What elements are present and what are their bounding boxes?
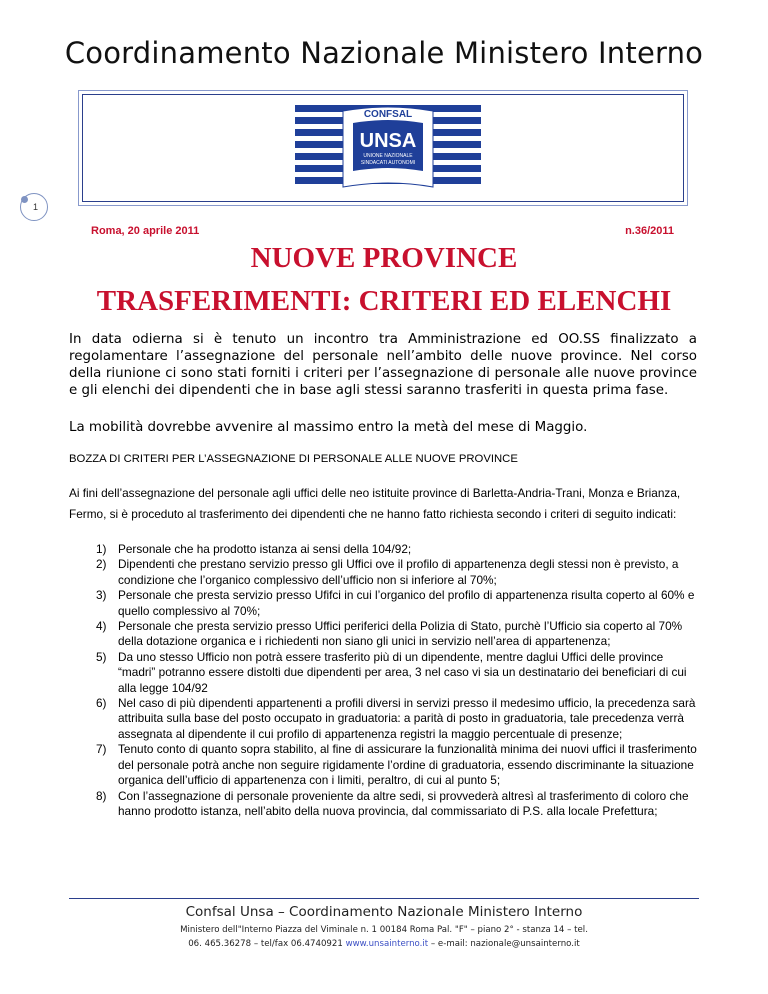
intro-paragraph: In data odierna si è tenuto un incontro tra Amministrazione ed OO.SS finalizzato a regolamentare l’assegnazione del personale nell’ambito delle nuove province. Nel corso della riunione ci sono stati forniti i criteri per l’assegnazione di personale alle nuove province e gli elenchi dei dipendenti che in base agli stessi saranno trasferiti in questa prima fase. [69, 332, 697, 398]
list-item-text: Personale che presta servizio presso Ufifci in cui l’organico del profilo di appartenenza risulta coperto al 60% e quello complessivo al 70%; [118, 588, 695, 618]
logo-sub-text-2: SINDACATI AUTONOMI [360, 160, 416, 166]
list-item [96, 619, 700, 650]
logo-graphic [293, 101, 483, 195]
logo-top-text: CONFSAL [363, 109, 413, 120]
list-item-text: Nel caso di più dipendenti appartenenti a profili diversi in servizi presso il medesimo ufficio, la precedenza sarà attribuita sulla base del posto occupato in graduatoria: a parità di posto in graduatoria, tale precedenza verrà assegnata al dipendente il cui profilo di appartenenza registri la maggio percentuale di presenze; [118, 696, 696, 741]
list-item-text: Personale che presta servizio presso Uffici periferici della Polizia di Stato, purchè l’Ufficio sia coperto al 70% della dotazione organica e i richiedenti non siano gli unici in servizio nell’area di appartenenza; [118, 619, 683, 649]
footer-title: Confsal Unsa – Coordinamento Nazionale Ministero Interno [185, 904, 583, 920]
footer-contacts [0, 939, 768, 949]
list-item-number: 2) [96, 557, 107, 572]
list-item [96, 789, 700, 820]
list-item-text: Dipendenti che prestano servizio presso gli Uffici ove il profilo di appartenenza degli stessi non è previsto, a condizione che l’organico complessivo dell’ufficio non si inferiore al 70%; [118, 557, 679, 587]
list-item-number: 8) [96, 788, 107, 803]
footer-website-link[interactable]: www.unsainterno.it [345, 939, 429, 949]
list-item [96, 557, 700, 588]
list-item [96, 542, 700, 557]
list-item-text: Con l’assegnazione di personale proveniente da altre sedi, si provvederà altresì al trasferimento di coloro che hanno prodotto istanza, nell’abito della nuova provincia, dal commissariato di P.S. alla locale Prefettura; [118, 788, 689, 818]
list-item-number: 6) [96, 696, 107, 711]
document-header-title: Coordinamento Nazionale Ministero Interno [64, 36, 704, 70]
page-number: 1 [33, 202, 39, 212]
criteria-list [96, 542, 700, 819]
list-item-text: Da uno stesso Ufficio non potrà essere trasferito più di un dipendente, mentre daglui Uffici delle province “madri” potranno essere distolti due dipendenti per area, 3 nel caso vi sia un destinatario dei beneficiari di cui alla legge 104/92 [118, 649, 687, 695]
footer-address: Ministero dell"Interno Piazza del Viminale n. 1 00184 Roma Pal. "F" – piano 2° - stanza 14 – tel. [180, 925, 588, 935]
list-item-text: Tenuto conto di quanto sopra stabilito, al fine di assicurare la funzionalità minima dei nuovi uffici il trasferimento del personale potrà anche non seguire rigidamente l’ordine di graduatoria, essendo discriminante la situazione organica dell’ufficio di appartenenza con i limiti, peraltro, di cui al punto 5; [118, 742, 697, 788]
main-title: NUOVE PROVINCE [250, 242, 518, 274]
page-badge-dot [21, 196, 28, 203]
list-item-number: 4) [96, 619, 107, 634]
list-item [96, 696, 700, 742]
list-item-number: 7) [96, 742, 107, 757]
document-number: n.36/2011 [625, 225, 674, 237]
list-item-number: 3) [96, 588, 107, 603]
footer-phone: 06. 465.36278 – tel/fax 06.4740921 [188, 939, 346, 949]
list-item-number: 1) [96, 542, 107, 556]
logo-banner [82, 94, 684, 202]
list-item-number: 5) [96, 649, 107, 664]
intro-paragraph-2: La mobilità dovrebbe avvenire al massimo entro la metà del mese di Maggio. [69, 420, 588, 435]
document-date: Roma, 20 aprile 2011 [91, 225, 200, 237]
confsal-unsa-logo [293, 101, 483, 195]
list-item [96, 588, 700, 619]
criteria-intro-paragraph: Ai fini dell’assegnazione del personale agli uffici delle neo istituite province di Barletta-Andria-Trani, Monza e Brianza, Fermo, si è proceduto al trasferimento dei dipendenti che ne hanno fatto richiesta secondo i criteri di seguito indicati: [69, 486, 681, 521]
logo-main-text: UNSA [359, 130, 417, 152]
footer-email: – e-mail: nazionale@unsainterno.it [428, 939, 580, 949]
criteria-heading: BOZZA DI CRITERI PER L’ASSEGNAZIONE DI PERSONALE ALLE NUOVE PROVINCE [69, 453, 518, 465]
list-item [96, 742, 700, 788]
list-item [96, 650, 700, 696]
list-item-text: Personale che ha prodotto istanza ai sensi della 104/92; [118, 542, 412, 556]
footer-divider [69, 898, 699, 899]
logo-sub-text-1: UNIONE NAZIONALE [363, 153, 413, 159]
sub-title: TRASFERIMENTI: CRITERI ED ELENCHI [96, 285, 672, 317]
